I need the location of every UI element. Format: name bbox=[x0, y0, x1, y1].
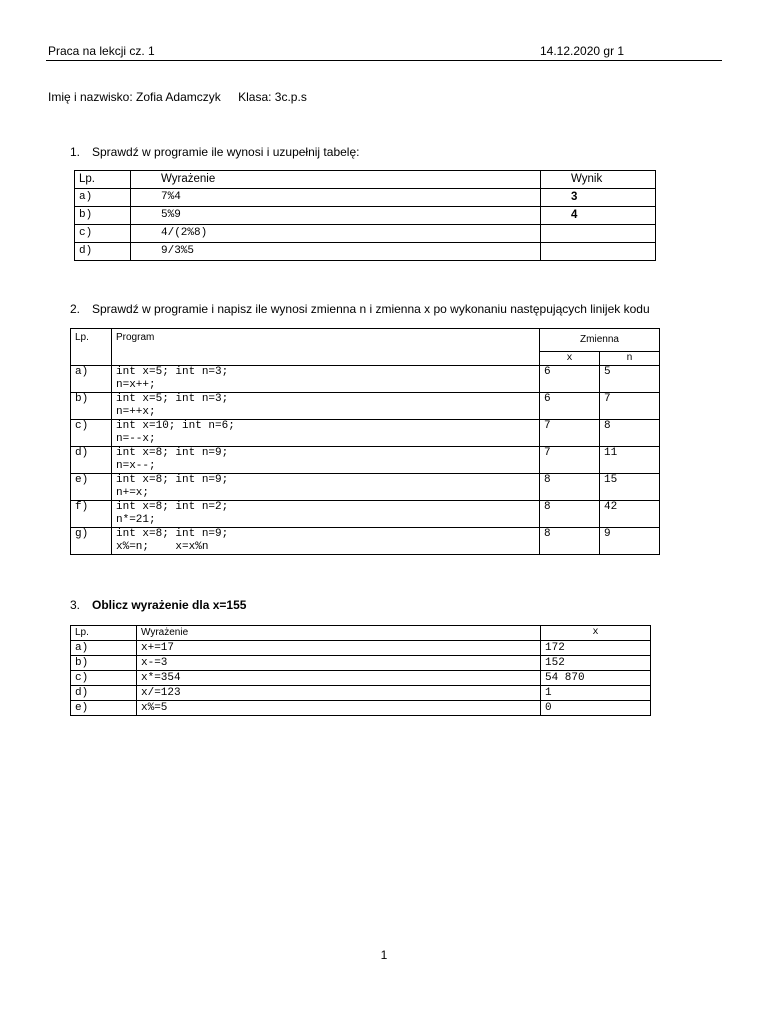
row-expression: 9/3%5 bbox=[131, 243, 541, 261]
row-lp: e) bbox=[71, 474, 112, 501]
row-result[interactable]: 3 bbox=[541, 189, 656, 207]
expression-table bbox=[74, 170, 656, 261]
row-lp: c) bbox=[71, 420, 112, 447]
program-line-1: int x=5; int n=3; bbox=[116, 366, 229, 378]
program-line-2: n=x--; bbox=[116, 460, 156, 472]
program-line-2: n=x++; bbox=[116, 379, 156, 391]
header-x: x bbox=[540, 352, 600, 366]
row-lp: b) bbox=[75, 207, 131, 225]
row-expression: x/=123 bbox=[137, 686, 541, 701]
table-header-row bbox=[75, 171, 656, 189]
row-x[interactable]: 172 bbox=[541, 641, 651, 656]
program-line-2: x%=n; x=x%n bbox=[116, 541, 209, 553]
row-x[interactable]: 8 bbox=[540, 474, 600, 501]
row-x[interactable]: 6 bbox=[540, 393, 600, 420]
program-line-1: int x=10; int n=6; bbox=[116, 420, 235, 432]
row-x[interactable]: 8 bbox=[540, 501, 600, 528]
row-x[interactable]: 6 bbox=[540, 366, 600, 393]
row-x[interactable]: 8 bbox=[540, 528, 600, 555]
header-variable: Zmienna bbox=[540, 329, 660, 352]
table-header-row bbox=[71, 626, 651, 641]
row-result[interactable]: 4 bbox=[541, 207, 656, 225]
row-expression: x*=354 bbox=[137, 671, 541, 686]
row-lp: e) bbox=[71, 701, 137, 716]
row-n[interactable]: 15 bbox=[600, 474, 660, 501]
program-line-2: n*=21; bbox=[116, 514, 156, 526]
name-label: Imię i nazwisko: bbox=[48, 90, 133, 104]
row-expression: x%=5 bbox=[137, 701, 541, 716]
page-number: 1 bbox=[380, 948, 388, 962]
row-lp: d) bbox=[75, 243, 131, 261]
table-row bbox=[71, 366, 660, 393]
row-lp: d) bbox=[71, 447, 112, 474]
program-table bbox=[70, 328, 660, 555]
program-line-2: n+=x; bbox=[116, 487, 150, 499]
table-row bbox=[71, 420, 660, 447]
question-3-number: 3. bbox=[70, 598, 81, 612]
row-expression: 4/(2%8) bbox=[131, 225, 541, 243]
row-n[interactable]: 5 bbox=[600, 366, 660, 393]
table-row bbox=[71, 641, 651, 656]
table-row bbox=[75, 243, 656, 261]
row-expression: x-=3 bbox=[137, 656, 541, 671]
student-info bbox=[48, 90, 307, 104]
row-expression: 5%9 bbox=[131, 207, 541, 225]
row-program bbox=[112, 420, 540, 447]
row-x[interactable]: 54 870 bbox=[541, 671, 651, 686]
table-row bbox=[71, 501, 660, 528]
header-x: x bbox=[541, 626, 651, 641]
row-lp: a) bbox=[75, 189, 131, 207]
program-line-1: int x=8; int n=2; bbox=[116, 501, 229, 513]
table-row bbox=[71, 447, 660, 474]
table-row bbox=[71, 656, 651, 671]
row-program bbox=[112, 528, 540, 555]
question-1-number: 1. bbox=[70, 145, 81, 159]
row-lp: a) bbox=[71, 366, 112, 393]
class-value: 3c.p.s bbox=[274, 90, 307, 104]
header-result: Wynik bbox=[541, 171, 656, 189]
question-3-text: Oblicz wyrażenie dla x=155 bbox=[92, 598, 247, 612]
question-1 bbox=[70, 145, 359, 159]
header-lp: Lp. bbox=[71, 329, 112, 366]
header-expression: Wyrażenie bbox=[137, 626, 541, 641]
row-expression: 7%4 bbox=[131, 189, 541, 207]
date-group: 14.12.2020 gr 1 bbox=[540, 44, 625, 58]
row-x[interactable]: 7 bbox=[540, 447, 600, 474]
row-program bbox=[112, 501, 540, 528]
row-n[interactable]: 9 bbox=[600, 528, 660, 555]
header-expression: Wyrażenie bbox=[131, 171, 541, 189]
row-lp: g) bbox=[71, 528, 112, 555]
table-row bbox=[71, 528, 660, 555]
row-n[interactable]: 11 bbox=[600, 447, 660, 474]
row-program bbox=[112, 393, 540, 420]
table-row bbox=[75, 225, 656, 243]
table-row bbox=[75, 207, 656, 225]
row-program bbox=[112, 474, 540, 501]
table-row bbox=[71, 393, 660, 420]
row-lp: d) bbox=[71, 686, 137, 701]
question-2-number: 2. bbox=[70, 302, 81, 316]
row-n[interactable]: 42 bbox=[600, 501, 660, 528]
row-x[interactable]: 1 bbox=[541, 686, 651, 701]
row-result[interactable] bbox=[541, 225, 656, 243]
program-line-1: int x=8; int n=9; bbox=[116, 528, 229, 540]
class-label: Klasa: bbox=[238, 90, 272, 104]
header-divider bbox=[46, 60, 722, 61]
name-value: Zofia Adamczyk bbox=[136, 90, 221, 104]
header-lp: Lp. bbox=[71, 626, 137, 641]
row-program bbox=[112, 447, 540, 474]
table-row bbox=[71, 701, 651, 716]
row-n[interactable]: 7 bbox=[600, 393, 660, 420]
question-3 bbox=[70, 598, 246, 612]
header-n: n bbox=[600, 352, 660, 366]
row-lp: b) bbox=[71, 656, 137, 671]
program-line-1: int x=8; int n=9; bbox=[116, 447, 229, 459]
question-1-text: Sprawdź w programie ile wynosi i uzupełnij tabelę: bbox=[92, 145, 360, 159]
program-line-2: n=++x; bbox=[116, 406, 156, 418]
row-lp: b) bbox=[71, 393, 112, 420]
calculation-table bbox=[70, 625, 651, 716]
program-line-1: int x=5; int n=3; bbox=[116, 393, 229, 405]
row-expression: x+=17 bbox=[137, 641, 541, 656]
question-2 bbox=[70, 302, 650, 316]
row-program bbox=[112, 366, 540, 393]
row-lp: f) bbox=[71, 501, 112, 528]
row-x[interactable]: 152 bbox=[541, 656, 651, 671]
row-x[interactable]: 0 bbox=[541, 701, 651, 716]
program-line-1: int x=8; int n=9; bbox=[116, 474, 229, 486]
row-lp: c) bbox=[75, 225, 131, 243]
row-lp: c) bbox=[71, 671, 137, 686]
question-2-text: Sprawdź w programie i napisz ile wynosi zmienna n i zmienna x po wykonaniu następujących linijek kodu bbox=[92, 302, 650, 316]
header-program: Program bbox=[112, 329, 540, 366]
row-lp: a) bbox=[71, 641, 137, 656]
header-lp: Lp. bbox=[75, 171, 131, 189]
program-line-2: n=--x; bbox=[116, 433, 156, 445]
document-title: Praca na lekcji cz. 1 bbox=[48, 44, 155, 58]
row-x[interactable]: 7 bbox=[540, 420, 600, 447]
row-n[interactable]: 8 bbox=[600, 420, 660, 447]
table-row bbox=[71, 671, 651, 686]
table-row bbox=[71, 474, 660, 501]
table-row bbox=[71, 686, 651, 701]
row-result[interactable] bbox=[541, 243, 656, 261]
table-row bbox=[75, 189, 656, 207]
table-header-row bbox=[71, 329, 660, 352]
